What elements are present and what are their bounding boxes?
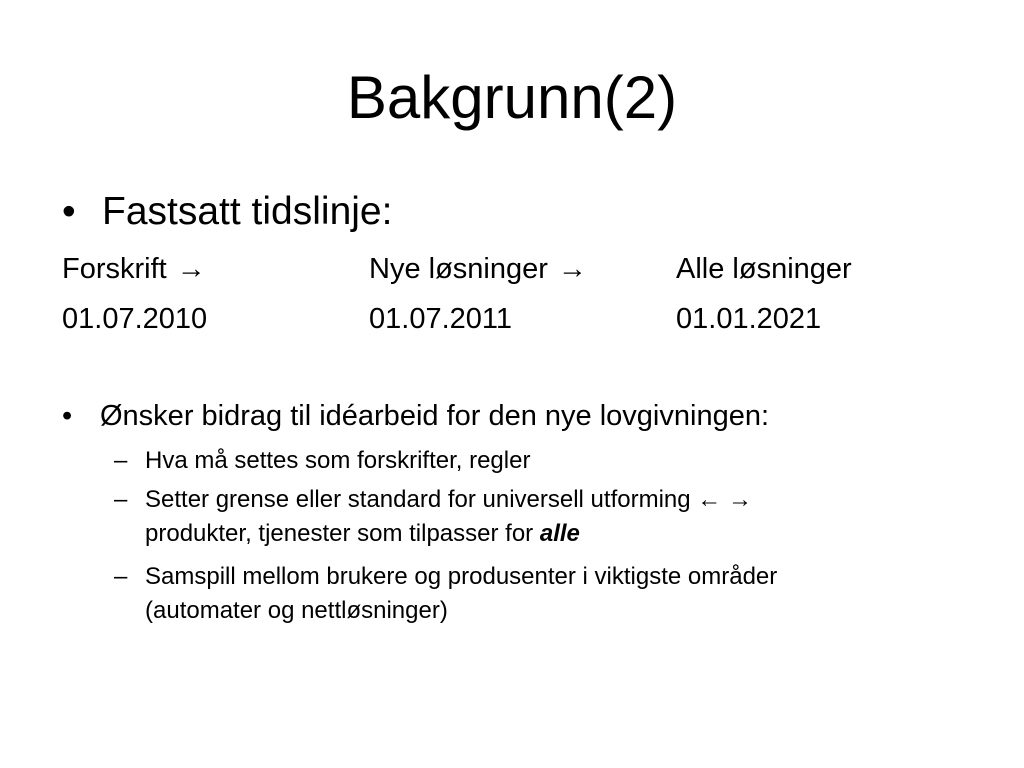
timeline-label-text: Forskrift [62,253,167,285]
timeline-date: 01.07.2011 [369,303,512,335]
emphasis-text: alle [539,520,580,547]
timeline-label-alle-losninger: Alle løsninger [676,253,852,285]
bullet-marker: • [62,400,73,432]
sub-item-text-part: Setter grense eller standard for universell utforming [145,486,691,513]
bullet-marker: • [62,190,76,233]
sub-item [114,560,934,628]
sub-item [114,483,934,551]
sub-item-text [145,560,934,628]
slide-title: Bakgrunn(2) [346,64,678,131]
timeline-label-nye-losninger [369,249,587,289]
timeline-date: 01.01.2021 [676,303,822,335]
bullet-text: Fastsatt tidslinje: [102,190,393,233]
bullet-timeline [62,188,392,236]
bullet-contributions [62,396,769,436]
dash-marker: – [114,486,128,513]
timeline-date: 01.07.2010 [62,303,208,335]
right-arrow-icon: → [176,253,206,285]
dash-marker: – [114,563,128,590]
sub-item-text: Hva må settes som forskrifter, regler [145,447,531,474]
sub-item-text-line: (automater og nettløsninger) [145,597,448,624]
timeline-label-text: Nye løsninger [369,253,548,285]
right-arrow-icon: → [557,253,587,285]
sub-item-text-part: produkter, tjenester som tilpasser for [145,520,534,547]
sub-item-text-line: Samspill mellom brukere og produsenter i viktigste områder [145,563,778,590]
timeline-label-forskrift [62,249,206,289]
sub-item-text [145,483,934,551]
bullet-text: Ønsker bidrag til idéarbeid for den nye lovgivningen: [100,400,770,432]
left-arrow-icon: ← [697,486,722,513]
dash-marker: – [114,447,128,474]
sub-item [114,444,934,478]
right-arrow-icon: → [727,486,752,513]
